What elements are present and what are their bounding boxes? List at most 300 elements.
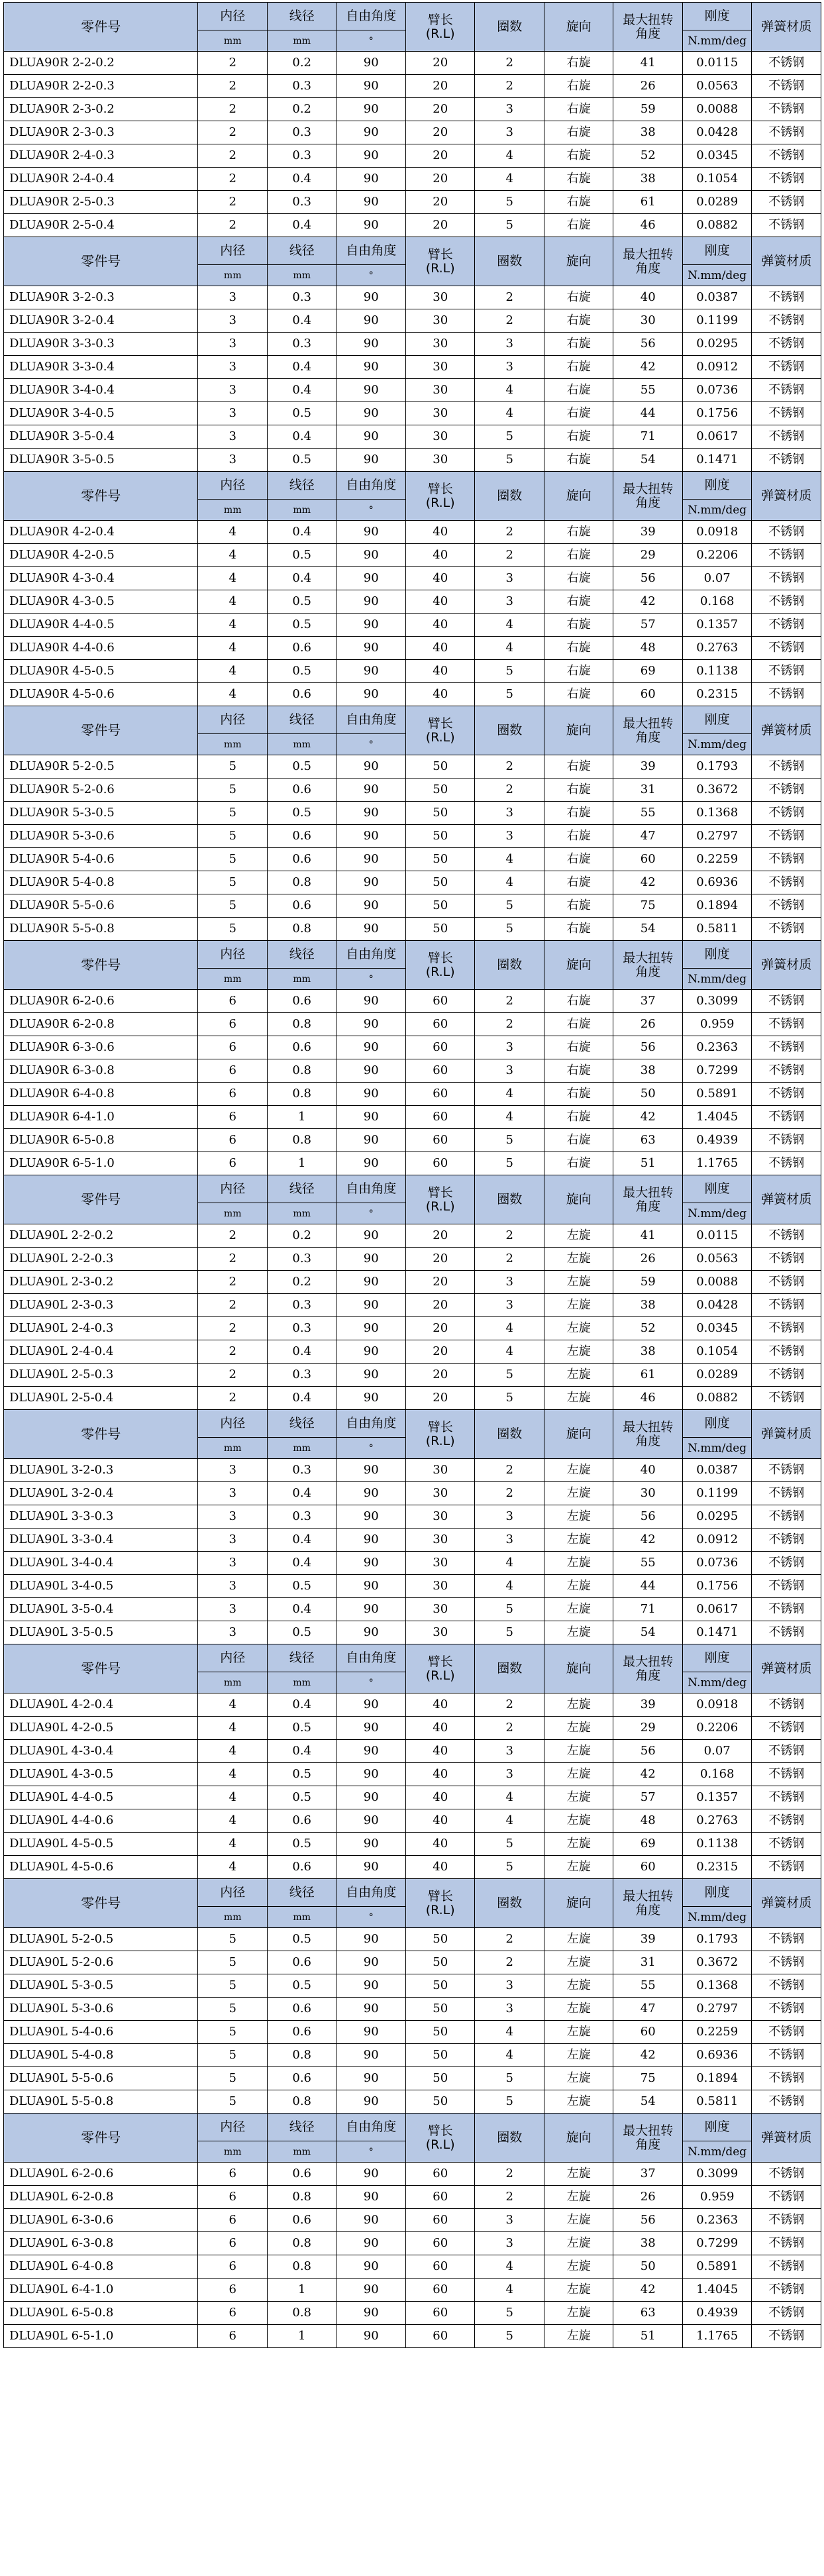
cell-free-angle: 90 (336, 168, 406, 191)
cell-wire-diameter: 0.3 (267, 286, 336, 309)
cell-coil-count: 2 (475, 778, 544, 802)
cell-free-angle: 90 (336, 98, 406, 121)
cell-winding-direction: 右旋 (544, 1129, 613, 1152)
cell-max-torsion-angle: 63 (613, 2302, 683, 2325)
cell-inner-diameter: 6 (198, 2255, 268, 2279)
cell-free-angle: 90 (336, 75, 406, 98)
cell-free-angle: 90 (336, 1152, 406, 1175)
header-arm-length: 臂长 (R.L) (405, 706, 475, 755)
header-part-number: 零件号 (4, 706, 198, 755)
cell-spring-material: 不锈钢 (752, 168, 821, 191)
cell-stiffness: 0.2259 (682, 2021, 752, 2044)
table-row (4, 1013, 821, 1036)
header-inner-diameter: 内径 (198, 1879, 268, 1907)
cell-wire-diameter: 1 (267, 1106, 336, 1129)
cell-part-number: DLUA90L 3-2-0.3 (4, 1459, 198, 1482)
cell-coil-count: 2 (475, 1482, 544, 1505)
cell-winding-direction: 左旋 (544, 1505, 613, 1529)
cell-stiffness: 0.3672 (682, 1951, 752, 1974)
cell-coil-count: 3 (475, 802, 544, 825)
header-stiffness: 刚度 (682, 1644, 752, 1672)
table-body (4, 3, 821, 2348)
cell-wire-diameter: 0.4 (267, 521, 336, 544)
cell-stiffness: 0.2363 (682, 1036, 752, 1059)
cell-stiffness: 0.4939 (682, 2302, 752, 2325)
header-coil-count: 圈数 (475, 706, 544, 755)
cell-part-number: DLUA90L 4-2-0.5 (4, 1717, 198, 1740)
cell-spring-material: 不锈钢 (752, 121, 821, 144)
header-arm-length: 臂长 (R.L) (405, 1644, 475, 1693)
cell-winding-direction: 右旋 (544, 121, 613, 144)
cell-part-number: DLUA90L 4-4-0.5 (4, 1786, 198, 1809)
cell-coil-count: 3 (475, 1505, 544, 1529)
cell-inner-diameter: 5 (198, 825, 268, 848)
cell-part-number: DLUA90L 5-5-0.8 (4, 2090, 198, 2114)
table-row (4, 1529, 821, 1552)
cell-free-angle: 90 (336, 2232, 406, 2255)
cell-coil-count: 4 (475, 1317, 544, 1340)
cell-wire-diameter: 0.3 (267, 75, 336, 98)
cell-inner-diameter: 6 (198, 1129, 268, 1152)
cell-arm-length: 20 (405, 144, 475, 168)
cell-inner-diameter: 4 (198, 1693, 268, 1717)
cell-max-torsion-angle: 42 (613, 2279, 683, 2302)
cell-part-number: DLUA90L 3-5-0.4 (4, 1598, 198, 1621)
cell-wire-diameter: 0.6 (267, 1998, 336, 2021)
cell-inner-diameter: 5 (198, 2021, 268, 2044)
cell-coil-count: 3 (475, 1059, 544, 1083)
unit-inner-diameter: mm (198, 500, 268, 521)
cell-stiffness: 1.1765 (682, 1152, 752, 1175)
cell-spring-material: 不锈钢 (752, 1387, 821, 1410)
unit-wire-diameter: mm (267, 1438, 336, 1459)
table-row (4, 379, 821, 402)
cell-max-torsion-angle: 26 (613, 1013, 683, 1036)
cell-stiffness: 0.2797 (682, 1998, 752, 2021)
cell-spring-material: 不锈钢 (752, 1856, 821, 1879)
cell-max-torsion-angle: 42 (613, 1763, 683, 1786)
cell-max-torsion-angle: 37 (613, 2163, 683, 2186)
cell-max-torsion-angle: 55 (613, 1974, 683, 1998)
group-header-row (4, 1644, 821, 1672)
cell-coil-count: 4 (475, 2044, 544, 2067)
header-spring-material: 弹簧材质 (752, 1879, 821, 1928)
cell-max-torsion-angle: 30 (613, 1482, 683, 1505)
cell-spring-material: 不锈钢 (752, 683, 821, 706)
cell-spring-material: 不锈钢 (752, 2255, 821, 2279)
cell-stiffness: 0.5891 (682, 2255, 752, 2279)
cell-arm-length: 30 (405, 309, 475, 333)
cell-spring-material: 不锈钢 (752, 614, 821, 637)
cell-stiffness: 0.0295 (682, 333, 752, 356)
cell-arm-length: 60 (405, 1152, 475, 1175)
cell-max-torsion-angle: 29 (613, 544, 683, 567)
cell-max-torsion-angle: 46 (613, 1387, 683, 1410)
cell-coil-count: 5 (475, 918, 544, 941)
cell-winding-direction: 右旋 (544, 848, 613, 871)
cell-inner-diameter: 5 (198, 1998, 268, 2021)
cell-part-number: DLUA90L 4-2-0.4 (4, 1693, 198, 1717)
cell-winding-direction: 左旋 (544, 2163, 613, 2186)
cell-arm-length: 50 (405, 894, 475, 918)
header-max-torsion-angle: 最大扭转 角度 (613, 706, 683, 755)
cell-spring-material: 不锈钢 (752, 75, 821, 98)
cell-coil-count: 2 (475, 990, 544, 1013)
cell-free-angle: 90 (336, 1224, 406, 1248)
cell-inner-diameter: 4 (198, 521, 268, 544)
cell-spring-material: 不锈钢 (752, 144, 821, 168)
cell-stiffness: 0.5811 (682, 2090, 752, 2114)
header-max-torsion-angle: 最大扭转 角度 (613, 1410, 683, 1459)
cell-spring-material: 不锈钢 (752, 2044, 821, 2067)
cell-free-angle: 90 (336, 2279, 406, 2302)
cell-free-angle: 90 (336, 1482, 406, 1505)
cell-spring-material: 不锈钢 (752, 1928, 821, 1951)
cell-free-angle: 90 (336, 848, 406, 871)
cell-coil-count: 3 (475, 333, 544, 356)
cell-wire-diameter: 0.2 (267, 1224, 336, 1248)
cell-winding-direction: 左旋 (544, 1529, 613, 1552)
table-row (4, 191, 821, 214)
cell-part-number: DLUA90R 3-5-0.4 (4, 425, 198, 449)
cell-stiffness: 0.0918 (682, 1693, 752, 1717)
cell-inner-diameter: 4 (198, 544, 268, 567)
cell-stiffness: 0.0115 (682, 52, 752, 75)
cell-wire-diameter: 0.8 (267, 871, 336, 894)
unit-free-angle: ° (336, 734, 406, 755)
cell-spring-material: 不锈钢 (752, 521, 821, 544)
cell-stiffness: 0.1368 (682, 802, 752, 825)
cell-spring-material: 不锈钢 (752, 449, 821, 472)
cell-winding-direction: 右旋 (544, 614, 613, 637)
table-row (4, 825, 821, 848)
cell-inner-diameter: 3 (198, 356, 268, 379)
header-winding-direction: 旋向 (544, 3, 613, 52)
cell-spring-material: 不锈钢 (752, 755, 821, 778)
cell-stiffness: 0.2763 (682, 637, 752, 660)
cell-part-number: DLUA90R 5-4-0.8 (4, 871, 198, 894)
cell-wire-diameter: 0.4 (267, 1387, 336, 1410)
header-coil-count: 圈数 (475, 1644, 544, 1693)
cell-inner-diameter: 6 (198, 1013, 268, 1036)
unit-wire-diameter: mm (267, 265, 336, 286)
cell-spring-material: 不锈钢 (752, 894, 821, 918)
cell-free-angle: 90 (336, 2186, 406, 2209)
cell-free-angle: 90 (336, 778, 406, 802)
cell-max-torsion-angle: 56 (613, 333, 683, 356)
cell-winding-direction: 左旋 (544, 1928, 613, 1951)
cell-inner-diameter: 5 (198, 918, 268, 941)
cell-part-number: DLUA90R 6-2-0.6 (4, 990, 198, 1013)
header-free-angle: 自由角度 (336, 472, 406, 500)
cell-wire-diameter: 0.3 (267, 1248, 336, 1271)
cell-coil-count: 4 (475, 1340, 544, 1364)
cell-arm-length: 50 (405, 778, 475, 802)
cell-wire-diameter: 0.6 (267, 2209, 336, 2232)
header-coil-count: 圈数 (475, 1175, 544, 1224)
cell-wire-diameter: 0.6 (267, 637, 336, 660)
cell-max-torsion-angle: 38 (613, 1294, 683, 1317)
cell-stiffness: 0.1199 (682, 309, 752, 333)
cell-winding-direction: 左旋 (544, 2090, 613, 2114)
cell-winding-direction: 左旋 (544, 2209, 613, 2232)
unit-stiffness: N.mm/deg (682, 265, 752, 286)
header-coil-count: 圈数 (475, 1879, 544, 1928)
cell-free-angle: 90 (336, 2163, 406, 2186)
cell-max-torsion-angle: 56 (613, 1740, 683, 1763)
cell-winding-direction: 左旋 (544, 1317, 613, 1340)
cell-part-number: DLUA90R 3-3-0.4 (4, 356, 198, 379)
cell-max-torsion-angle: 42 (613, 590, 683, 614)
cell-inner-diameter: 5 (198, 1974, 268, 1998)
table-row (4, 1809, 821, 1833)
cell-part-number: DLUA90L 2-5-0.4 (4, 1387, 198, 1410)
table-row (4, 2302, 821, 2325)
cell-part-number: DLUA90L 2-3-0.2 (4, 1271, 198, 1294)
table-row (4, 1621, 821, 1644)
cell-wire-diameter: 1 (267, 1152, 336, 1175)
cell-arm-length: 30 (405, 379, 475, 402)
unit-stiffness: N.mm/deg (682, 1203, 752, 1224)
cell-spring-material: 不锈钢 (752, 98, 821, 121)
cell-stiffness: 1.1765 (682, 2325, 752, 2348)
cell-winding-direction: 左旋 (544, 2067, 613, 2090)
cell-part-number: DLUA90L 4-4-0.6 (4, 1809, 198, 1833)
cell-stiffness: 0.0428 (682, 1294, 752, 1317)
cell-part-number: DLUA90R 6-3-0.6 (4, 1036, 198, 1059)
header-max-torsion-angle: 最大扭转 角度 (613, 1175, 683, 1224)
cell-wire-diameter: 0.8 (267, 2255, 336, 2279)
header-inner-diameter: 内径 (198, 472, 268, 500)
table-row (4, 1059, 821, 1083)
header-wire-diameter: 线径 (267, 1644, 336, 1672)
header-free-angle: 自由角度 (336, 2114, 406, 2141)
cell-stiffness: 0.0289 (682, 1364, 752, 1387)
cell-stiffness: 0.2259 (682, 848, 752, 871)
cell-free-angle: 90 (336, 1693, 406, 1717)
cell-winding-direction: 左旋 (544, 1575, 613, 1598)
cell-wire-diameter: 0.6 (267, 1809, 336, 1833)
cell-spring-material: 不锈钢 (752, 825, 821, 848)
cell-free-angle: 90 (336, 309, 406, 333)
cell-wire-diameter: 0.4 (267, 567, 336, 590)
cell-inner-diameter: 3 (198, 1529, 268, 1552)
cell-spring-material: 不锈钢 (752, 1529, 821, 1552)
cell-stiffness: 0.1793 (682, 755, 752, 778)
cell-coil-count: 4 (475, 1809, 544, 1833)
cell-max-torsion-angle: 59 (613, 98, 683, 121)
cell-free-angle: 90 (336, 286, 406, 309)
header-inner-diameter: 内径 (198, 237, 268, 265)
header-spring-material: 弹簧材质 (752, 941, 821, 990)
cell-stiffness: 0.2315 (682, 1856, 752, 1879)
cell-coil-count: 5 (475, 2067, 544, 2090)
cell-spring-material: 不锈钢 (752, 778, 821, 802)
table-row (4, 1833, 821, 1856)
header-stiffness: 刚度 (682, 1175, 752, 1203)
cell-wire-diameter: 0.6 (267, 990, 336, 1013)
cell-max-torsion-angle: 55 (613, 1552, 683, 1575)
table-row (4, 356, 821, 379)
cell-part-number: DLUA90L 3-3-0.4 (4, 1529, 198, 1552)
cell-free-angle: 90 (336, 1505, 406, 1529)
cell-spring-material: 不锈钢 (752, 2279, 821, 2302)
cell-coil-count: 5 (475, 894, 544, 918)
cell-stiffness: 0.1054 (682, 168, 752, 191)
cell-coil-count: 5 (475, 1364, 544, 1387)
cell-wire-diameter: 0.8 (267, 2302, 336, 2325)
cell-max-torsion-angle: 44 (613, 1575, 683, 1598)
cell-inner-diameter: 2 (198, 121, 268, 144)
cell-coil-count: 2 (475, 1717, 544, 1740)
cell-free-angle: 90 (336, 1340, 406, 1364)
cell-inner-diameter: 5 (198, 848, 268, 871)
cell-stiffness: 0.0345 (682, 144, 752, 168)
cell-spring-material: 不锈钢 (752, 848, 821, 871)
table-row (4, 1248, 821, 1271)
cell-inner-diameter: 6 (198, 1059, 268, 1083)
unit-inner-diameter: mm (198, 1438, 268, 1459)
cell-inner-diameter: 4 (198, 1856, 268, 1879)
header-part-number: 零件号 (4, 3, 198, 52)
table-row (4, 1786, 821, 1809)
cell-inner-diameter: 6 (198, 2302, 268, 2325)
table-row (4, 1317, 821, 1340)
cell-coil-count: 4 (475, 379, 544, 402)
cell-inner-diameter: 6 (198, 2325, 268, 2348)
cell-spring-material: 不锈钢 (752, 214, 821, 237)
cell-arm-length: 30 (405, 333, 475, 356)
cell-coil-count: 3 (475, 2209, 544, 2232)
cell-stiffness: 0.0345 (682, 1317, 752, 1340)
cell-max-torsion-angle: 39 (613, 1928, 683, 1951)
table-row (4, 683, 821, 706)
cell-free-angle: 90 (336, 2067, 406, 2090)
cell-max-torsion-angle: 60 (613, 2021, 683, 2044)
cell-max-torsion-angle: 51 (613, 1152, 683, 1175)
cell-wire-diameter: 0.5 (267, 1928, 336, 1951)
cell-winding-direction: 左旋 (544, 2325, 613, 2348)
cell-free-angle: 90 (336, 1856, 406, 1879)
header-arm-length: 臂长 (R.L) (405, 472, 475, 521)
cell-arm-length: 20 (405, 1387, 475, 1410)
cell-wire-diameter: 0.6 (267, 2163, 336, 2186)
cell-stiffness: 0.1756 (682, 1575, 752, 1598)
cell-arm-length: 20 (405, 1317, 475, 1340)
cell-arm-length: 20 (405, 98, 475, 121)
cell-wire-diameter: 0.6 (267, 1951, 336, 1974)
cell-coil-count: 5 (475, 1387, 544, 1410)
table-row (4, 755, 821, 778)
cell-inner-diameter: 4 (198, 660, 268, 683)
header-wire-diameter: 线径 (267, 941, 336, 969)
cell-max-torsion-angle: 55 (613, 379, 683, 402)
cell-coil-count: 4 (475, 402, 544, 425)
cell-part-number: DLUA90L 5-3-0.6 (4, 1998, 198, 2021)
cell-wire-diameter: 0.5 (267, 402, 336, 425)
header-inner-diameter: 内径 (198, 1644, 268, 1672)
cell-coil-count: 2 (475, 2186, 544, 2209)
header-max-torsion-angle: 最大扭转 角度 (613, 1879, 683, 1928)
cell-max-torsion-angle: 40 (613, 1459, 683, 1482)
unit-stiffness: N.mm/deg (682, 734, 752, 755)
cell-spring-material: 不锈钢 (752, 1621, 821, 1644)
cell-arm-length: 40 (405, 521, 475, 544)
cell-max-torsion-angle: 38 (613, 2232, 683, 2255)
header-stiffness: 刚度 (682, 1879, 752, 1907)
cell-inner-diameter: 6 (198, 2279, 268, 2302)
cell-max-torsion-angle: 63 (613, 1129, 683, 1152)
cell-coil-count: 3 (475, 1529, 544, 1552)
cell-wire-diameter: 0.5 (267, 1974, 336, 1998)
cell-stiffness: 0.0882 (682, 214, 752, 237)
cell-coil-count: 2 (475, 75, 544, 98)
table-row (4, 2232, 821, 2255)
cell-free-angle: 90 (336, 2021, 406, 2044)
unit-free-angle: ° (336, 265, 406, 286)
cell-inner-diameter: 5 (198, 871, 268, 894)
cell-arm-length: 50 (405, 1998, 475, 2021)
table-row (4, 1387, 821, 1410)
table-row (4, 2067, 821, 2090)
cell-free-angle: 90 (336, 1294, 406, 1317)
cell-spring-material: 不锈钢 (752, 356, 821, 379)
cell-spring-material: 不锈钢 (752, 1786, 821, 1809)
cell-stiffness: 0.0882 (682, 1387, 752, 1410)
cell-inner-diameter: 2 (198, 1294, 268, 1317)
header-max-torsion-angle: 最大扭转 角度 (613, 237, 683, 286)
cell-stiffness: 0.0617 (682, 1598, 752, 1621)
cell-spring-material: 不锈钢 (752, 2021, 821, 2044)
cell-free-angle: 90 (336, 614, 406, 637)
table-row (4, 2186, 821, 2209)
header-stiffness: 刚度 (682, 941, 752, 969)
cell-coil-count: 3 (475, 356, 544, 379)
cell-free-angle: 90 (336, 825, 406, 848)
cell-arm-length: 40 (405, 1763, 475, 1786)
cell-stiffness: 0.0617 (682, 425, 752, 449)
cell-stiffness: 0.1357 (682, 614, 752, 637)
cell-part-number: DLUA90L 3-4-0.4 (4, 1552, 198, 1575)
cell-part-number: DLUA90R 5-3-0.5 (4, 802, 198, 825)
cell-wire-diameter: 0.6 (267, 778, 336, 802)
cell-spring-material: 不锈钢 (752, 2163, 821, 2186)
cell-winding-direction: 右旋 (544, 778, 613, 802)
cell-inner-diameter: 2 (198, 1248, 268, 1271)
cell-wire-diameter: 0.3 (267, 1317, 336, 1340)
cell-arm-length: 60 (405, 2279, 475, 2302)
cell-spring-material: 不锈钢 (752, 2302, 821, 2325)
cell-winding-direction: 右旋 (544, 544, 613, 567)
table-row (4, 2325, 821, 2348)
unit-free-angle: ° (336, 30, 406, 52)
cell-part-number: DLUA90L 4-5-0.5 (4, 1833, 198, 1856)
cell-winding-direction: 右旋 (544, 871, 613, 894)
cell-free-angle: 90 (336, 521, 406, 544)
cell-free-angle: 90 (336, 660, 406, 683)
cell-free-angle: 90 (336, 1129, 406, 1152)
cell-spring-material: 不锈钢 (752, 1364, 821, 1387)
cell-winding-direction: 右旋 (544, 191, 613, 214)
cell-winding-direction: 左旋 (544, 1552, 613, 1575)
cell-max-torsion-angle: 47 (613, 1998, 683, 2021)
cell-wire-diameter: 0.3 (267, 333, 336, 356)
cell-inner-diameter: 6 (198, 990, 268, 1013)
cell-max-torsion-angle: 39 (613, 1693, 683, 1717)
cell-arm-length: 60 (405, 2255, 475, 2279)
cell-spring-material: 不锈钢 (752, 918, 821, 941)
header-max-torsion-angle: 最大扭转 角度 (613, 2114, 683, 2163)
